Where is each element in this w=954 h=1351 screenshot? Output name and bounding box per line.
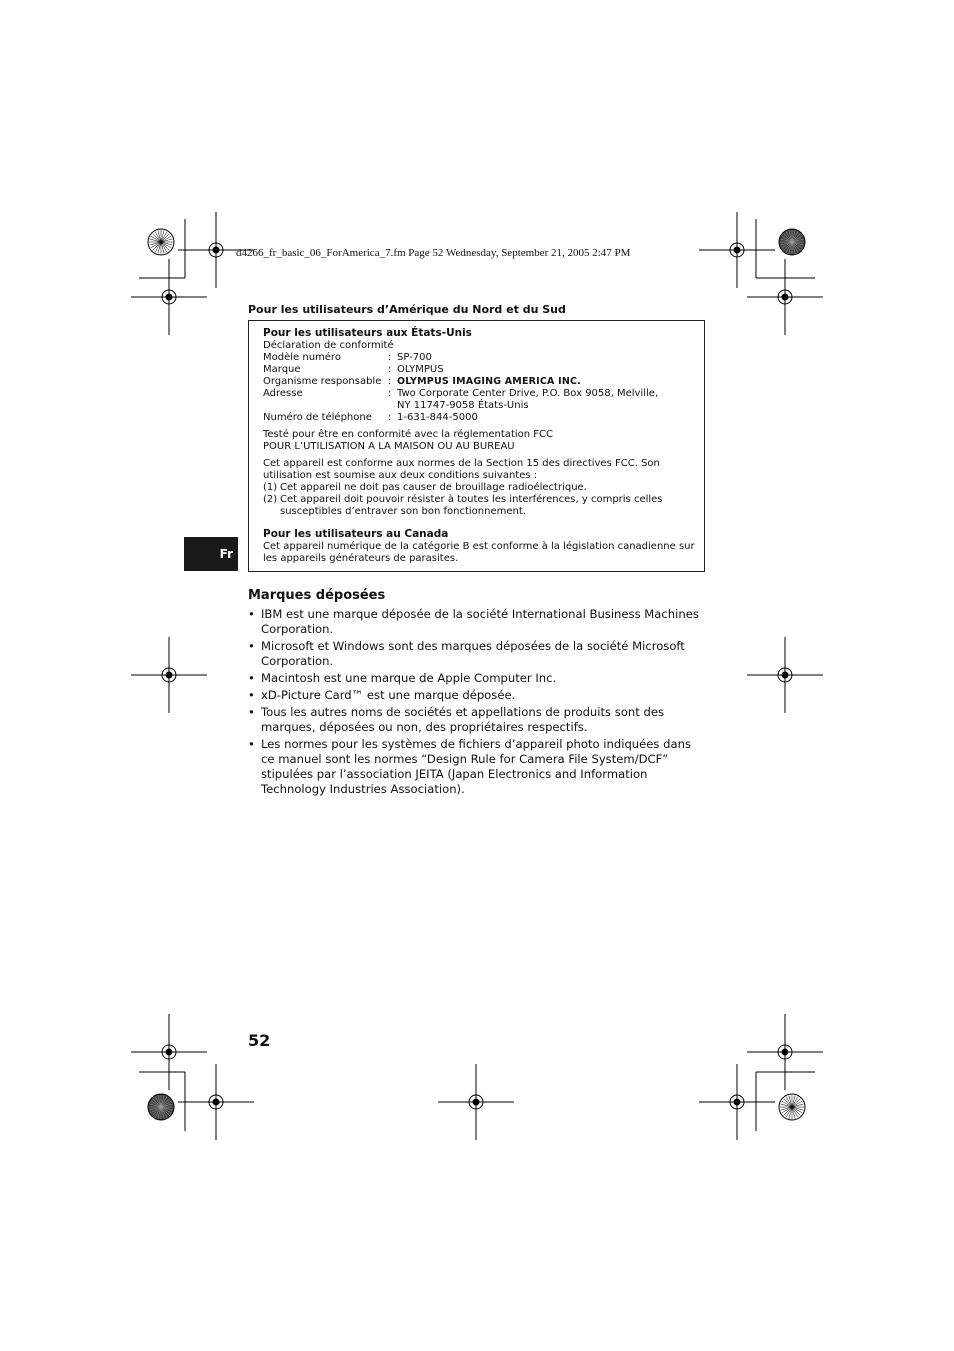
kv-row-responsible <box>263 376 698 388</box>
compliance-intro: Cet appareil est conforme aux normes de la Section 15 des directives FCC. Son utilisation est soumise aux deux conditions suivantes : <box>263 458 660 481</box>
address-line-1: Two Corporate Center Drive, P.O. Box 9058, Melville, <box>397 388 659 399</box>
page-number: 52 <box>248 1031 271 1050</box>
list-item: • Les normes pour les systèmes de fichiers d’appareil photo indiquées dans ce manuel sont les normes “Design Rule for Camera File System/DCF” stipulées par l’association JEITA (Japan Electronics and Information Technology Industries Association). <box>248 737 706 797</box>
condition-number: (1) <box>263 482 278 493</box>
kv-row-address <box>263 388 698 412</box>
starburst-rays <box>780 230 804 254</box>
registration-crosshair-mark <box>131 637 207 713</box>
kv-colon: : <box>388 388 392 399</box>
kv-key: Organisme responsable <box>263 376 382 387</box>
kv-row-phone <box>263 412 698 424</box>
list-item: • Microsoft et Windows sont des marques déposées de la société Microsoft Corporation. <box>248 639 706 669</box>
trademarks-heading: Marques déposées <box>248 588 386 603</box>
file-header-line: d4266_fr_basic_06_ForAmerica_7.fm Page 52 Wednesday, September 21, 2005 2:47 PM <box>236 247 631 259</box>
kv-colon: : <box>388 376 392 387</box>
address-line-2: NY 11747-9058 États-Unis <box>397 400 529 411</box>
starburst-rays <box>149 230 173 254</box>
trademarks-list <box>248 607 706 799</box>
registration-crosshair-mark <box>178 1064 254 1140</box>
list-item: • IBM est une marque déposée de la société International Business Machines Corporation. <box>248 607 706 637</box>
tested-line-2: POUR L’UTILISATION A LA MAISON OU AU BUREAU <box>263 441 515 452</box>
tested-line-1: Testé pour être en conformité avec la réglementation FCC <box>263 429 553 440</box>
condition-text: Cet appareil ne doit pas causer de brouillage radioélectrique. <box>280 482 587 493</box>
kv-key: Marque <box>263 364 301 375</box>
registration-crosshair-mark <box>131 259 207 335</box>
kv-row-model <box>263 352 698 364</box>
registration-crosshair-mark <box>747 259 823 335</box>
list-item: • Macintosh est une marque de Apple Computer Inc. <box>248 671 706 686</box>
registration-crosshair-mark <box>131 1014 207 1090</box>
condition-item <box>263 482 698 494</box>
language-tab: Fr <box>184 537 238 571</box>
condition-text: Cet appareil doit pouvoir résister à toutes les interférences, y compris celles susceptibles d’entraver son bon fonctionnement. <box>280 494 663 517</box>
registration-crosshair-mark <box>438 1064 514 1140</box>
olympus-imaging-logo: OLYMPUS IMAGING AMERICA INC. <box>397 376 581 387</box>
kv-value <box>397 388 698 412</box>
condition-number: (2) <box>263 494 278 505</box>
canada-users-heading: Pour les utilisateurs au Canada <box>263 528 449 540</box>
canada-text: Cet appareil numérique de la catégorie B est conforme à la législation canadienne sur les appareils générateurs de parasites. <box>263 541 695 564</box>
kv-colon: : <box>388 412 392 423</box>
registration-crosshair-mark <box>699 1064 775 1140</box>
declaration-line: Déclaration de conformité <box>263 340 394 351</box>
us-users-heading: Pour les utilisateurs aux États-Unis <box>263 327 472 339</box>
starburst-rays <box>780 1095 804 1119</box>
kv-key: Modèle numéro <box>263 352 341 363</box>
registration-crosshair-mark <box>699 212 775 288</box>
kv-key: Adresse <box>263 388 303 399</box>
kv-value: SP-700 <box>397 352 432 363</box>
kv-colon: : <box>388 364 392 375</box>
starburst-rays <box>149 1095 173 1119</box>
list-item: • Tous les autres noms de sociétés et appellations de produits sont des marques, déposées ou non, des propriétaires respectifs. <box>248 705 706 735</box>
fcc-declaration-box <box>248 320 705 572</box>
registration-crosshair-mark <box>747 1014 823 1090</box>
kv-row-brand <box>263 364 698 376</box>
kv-key: Numéro de téléphone <box>263 412 372 423</box>
kv-value: 1-631-844-5000 <box>397 412 478 423</box>
condition-item <box>263 494 698 518</box>
list-item: • xD-Picture Card™ est une marque déposée. <box>248 688 706 703</box>
section-title: Pour les utilisateurs d’Amérique du Nord et du Sud <box>248 303 566 316</box>
registration-crosshair-mark <box>747 637 823 713</box>
kv-colon: : <box>388 352 392 363</box>
kv-value: OLYMPUS <box>397 364 444 375</box>
